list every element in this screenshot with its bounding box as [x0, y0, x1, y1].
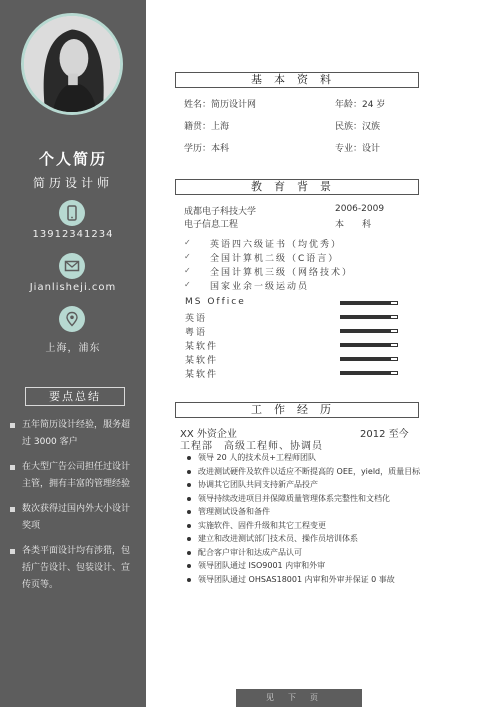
cert-item: 全国计算机三级（网络技术）: [210, 268, 354, 278]
main-content: [146, 0, 500, 707]
check-icon: ✓: [184, 238, 191, 247]
skill-bar: [340, 329, 398, 333]
skill-name: 粤语: [185, 328, 208, 338]
duty-item: 建立和改进测试部门技术员、操作员培训体系: [184, 532, 424, 546]
cert-item: 国家业余一级运动员: [210, 282, 310, 292]
skill-bar: [340, 301, 398, 305]
resume-subtitle: 简历设计师: [32, 176, 113, 190]
education-heading: 教育背景: [175, 179, 419, 195]
duty-item: 管理测试设备和备件: [184, 505, 424, 519]
skill-name: 某软件: [185, 342, 219, 352]
check-icon: ✓: [184, 280, 191, 289]
work-heading: 工作经历: [175, 402, 419, 418]
origin-field: 籍贯：上海: [184, 122, 230, 132]
skill-bar-fill: [341, 372, 391, 374]
summary-heading: 要点总结: [25, 387, 125, 406]
resume-title: 个人简历: [38, 150, 107, 168]
skill-bar-fill: [341, 302, 391, 304]
skill-name: 某软件: [185, 370, 219, 380]
check-icon: ✓: [184, 252, 191, 261]
work-period: 2012 至今: [360, 429, 409, 440]
major-field: 专业：设计: [335, 144, 381, 154]
summary-item: 在大型广告公司担任过设计主管，拥有丰富的管理经验: [8, 459, 138, 493]
skill-name: MS Office: [185, 297, 246, 307]
phone-icon: [59, 200, 85, 226]
skill-bar: [340, 315, 398, 319]
avatar: [21, 13, 123, 115]
education-field: 学历：本科: [184, 144, 230, 154]
skill-bar: [340, 371, 398, 375]
skill-bar-fill: [341, 344, 391, 346]
cert-item: 英语四六级证书（均优秀）: [210, 240, 343, 250]
address: 上海，浦东: [45, 343, 101, 354]
cert-item: 全国计算机二级（C语言）: [210, 254, 340, 264]
check-icon: ✓: [184, 266, 191, 275]
sidebar: [0, 0, 146, 707]
skill-name: 英语: [185, 314, 208, 324]
school-name: 成都电子科技大学: [184, 207, 257, 217]
skill-bar: [340, 343, 398, 347]
summary-item: 数次获得过国内外大小设计奖项: [8, 501, 138, 535]
website: Jianlisheji.com: [29, 282, 117, 293]
duty-item: 领导持续改进项目并保障质量管理体系完整性和文档化: [184, 492, 424, 506]
basic-info-heading: 基本资料: [175, 72, 419, 88]
skill-bar: [340, 357, 398, 361]
portrait-image: [24, 16, 120, 112]
duty-item: 配合客户审计和达成产品认可: [184, 546, 424, 560]
age-field: 年龄：24 岁: [335, 100, 386, 110]
duty-item: 领导团队通过 OHSAS18001 内审和外审并保证 0 事故: [184, 573, 424, 587]
skill-name: 某软件: [185, 356, 219, 366]
location-pin-icon: [59, 306, 85, 332]
duty-item: 领导 20 人的技术员+工程师团队: [184, 451, 424, 465]
mail-icon: [59, 253, 85, 279]
summary-list: [8, 417, 138, 602]
ethnicity-field: 民族：汉族: [335, 122, 381, 132]
name-field: 姓名：简历设计网: [184, 100, 257, 110]
skill-bar-fill: [341, 358, 391, 360]
school-degree: 本 科: [335, 220, 372, 230]
skill-bar-fill: [341, 316, 391, 318]
work-role: 工程部 高级工程师、协调员: [180, 441, 323, 452]
duty-item: 领导团队通过 ISO9001 内审和外审: [184, 559, 424, 573]
duty-list: [184, 451, 424, 586]
skill-bar-fill: [341, 330, 391, 332]
duty-item: 改进测试硬件及软件以适应不断提高的 OEE，yield，质量目标: [184, 465, 424, 479]
school-years: 2006-2009: [335, 204, 385, 214]
summary-item: 各类平面设计均有涉猎，包括广告设计、包装设计、宣传页等。: [8, 543, 138, 594]
summary-item: 五年简历设计经验，服务超过 3000 客户: [8, 417, 138, 451]
duty-item: 实施软件、固件升级和其它工程变更: [184, 519, 424, 533]
next-page-button[interactable]: 见下页: [236, 689, 362, 707]
duty-item: 协调其它团队共同支持新产品投产: [184, 478, 424, 492]
company-name: XX 外资企业: [180, 429, 237, 440]
school-major: 电子信息工程: [184, 220, 239, 230]
phone-number: 13912341234: [32, 229, 114, 240]
